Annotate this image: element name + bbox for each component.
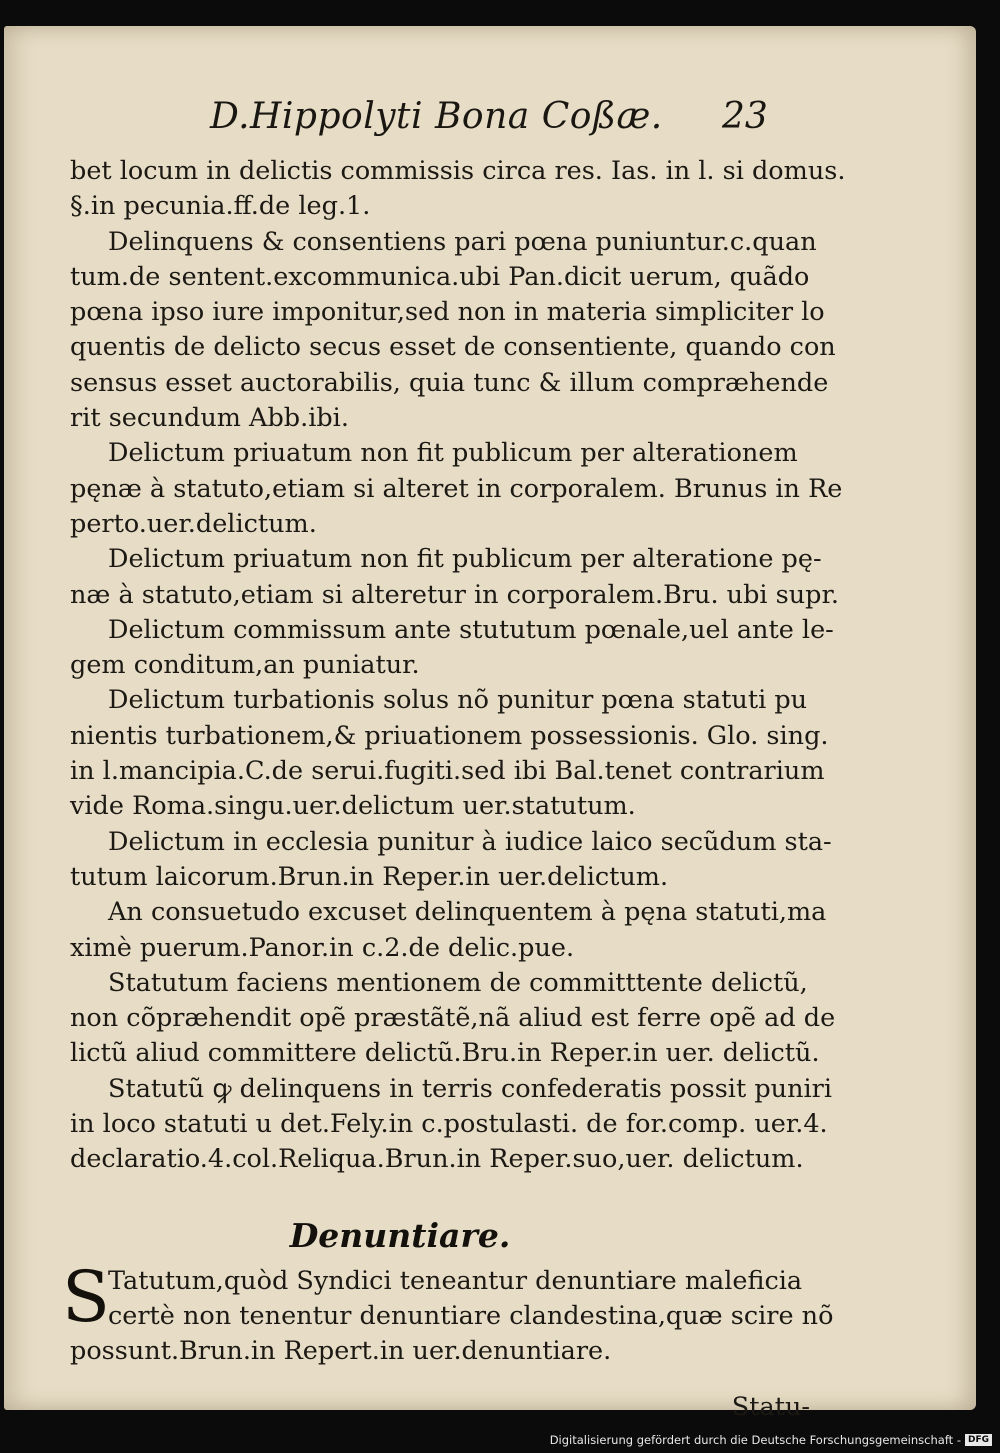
text-line: vide Roma.singu.uer.delictum uer.statutum. bbox=[70, 791, 636, 822]
text-line: declaratio.4.col.Reliqua.Brun.in Reper.suo,uer. delictum. bbox=[70, 1144, 804, 1175]
text-line: Delictum priuatum non fit publicum per alteratione pę- bbox=[108, 544, 822, 575]
text-line: tum.de sentent.excommunica.ubi Pan.dicit uerum, quãdo bbox=[70, 261, 810, 292]
text-line: Delictum commissum ante stututum pœnale,uel ante le- bbox=[108, 614, 834, 645]
text-line: pęnæ à statuto,etiam si alteret in corporalem. Brunus in Re bbox=[70, 473, 843, 504]
text-line: bet locum in delictis commissis circa res. Ias. in l. si domus. bbox=[70, 156, 846, 186]
text-line: sensus esset auctorabilis, quia tunc & illum compræhende bbox=[70, 367, 829, 398]
section-line: possunt.Brun.in Repert.in uer.denuntiare. bbox=[70, 1336, 612, 1367]
text-line: An consuetudo excuset delinquentem à pęna statuti,ma bbox=[108, 897, 827, 928]
section-line: Tatutum,quòd Syndici teneantur denuntiare maleficia bbox=[108, 1265, 803, 1296]
running-title: D.Hippolyti Bona Coßæ. bbox=[210, 96, 663, 137]
text-line: perto.uer.delictum. bbox=[70, 508, 317, 539]
credit-text: Digitalisierung gefördert durch die Deutsche Forschungsgemeinschaft - bbox=[549, 1433, 961, 1447]
text-line: Delictum priuatum non fit publicum per alterationem bbox=[108, 438, 798, 469]
text-line: Statutum faciens mentionem de committtente delictũ, bbox=[108, 967, 808, 998]
text-line: lictũ aliud committere delictũ.Bru.in Reper.in uer. delictũ. bbox=[70, 1038, 820, 1069]
dfg-logo: DFG bbox=[965, 1434, 992, 1446]
text-line: Delinquens & consentiens pari pœna puniuntur.c.quan bbox=[108, 226, 817, 257]
text-line: Delictum turbationis solus nõ punitur pœna statuti pu bbox=[108, 685, 808, 716]
text-line: rit secundum Abb.ibi. bbox=[70, 403, 349, 434]
book-page bbox=[4, 26, 976, 1422]
digitization-credit bbox=[550, 1433, 992, 1447]
text-line: quentis de delicto secus esset de consentiente, quando con bbox=[70, 332, 836, 363]
section-heading: Denuntiare. bbox=[289, 1215, 511, 1255]
text-line: in loco statuti u det.Fely.in c.postulasti. de for.comp. uer.4. bbox=[70, 1109, 828, 1140]
text-line: nientis turbationem,& priuationem possessionis. Glo. sing. bbox=[70, 720, 829, 751]
text-line: pœna ipso iure imponitur,sed non in materia simpliciter lo bbox=[70, 297, 825, 328]
text-line: non cõpræhendit opẽ præstãtẽ,nã aliud est ferre opẽ ad de bbox=[70, 1003, 836, 1034]
text-line: tutum laicorum.Brun.in Reper.in uer.delictum. bbox=[70, 861, 669, 892]
drop-cap: S bbox=[62, 1255, 110, 1338]
page-number: 23 bbox=[722, 96, 768, 137]
section-paragraph bbox=[62, 1255, 834, 1370]
section-gap bbox=[70, 1178, 810, 1208]
page-header bbox=[4, 96, 976, 146]
catchword: Statu- bbox=[731, 1391, 810, 1422]
text-line: ximè puerum.Panor.in c.2.de delic.pue. bbox=[70, 932, 575, 963]
text-line: in l.mancipia.C.de serui.fugiti.sed ibi Bal.tenet contrarium bbox=[70, 756, 825, 787]
text-lines bbox=[70, 154, 846, 1178]
section-line: certè non tenentur denuntiare clandestina,quæ scire nõ bbox=[108, 1300, 834, 1331]
body-text bbox=[62, 154, 846, 1425]
text-line: Delictum in ecclesia punitur à iudice laico secũdum sta- bbox=[108, 826, 832, 857]
text-line: Statutũ ꝙ delinquens in terris confederatis possit puniri bbox=[108, 1073, 832, 1104]
text-line: §.in pecunia.ff.de leg.1. bbox=[70, 191, 371, 222]
text-line: næ à statuto,etiam si alteretur in corporalem.Bru. ubi supr. bbox=[70, 579, 839, 610]
text-line: gem conditum,an puniatur. bbox=[70, 650, 420, 681]
